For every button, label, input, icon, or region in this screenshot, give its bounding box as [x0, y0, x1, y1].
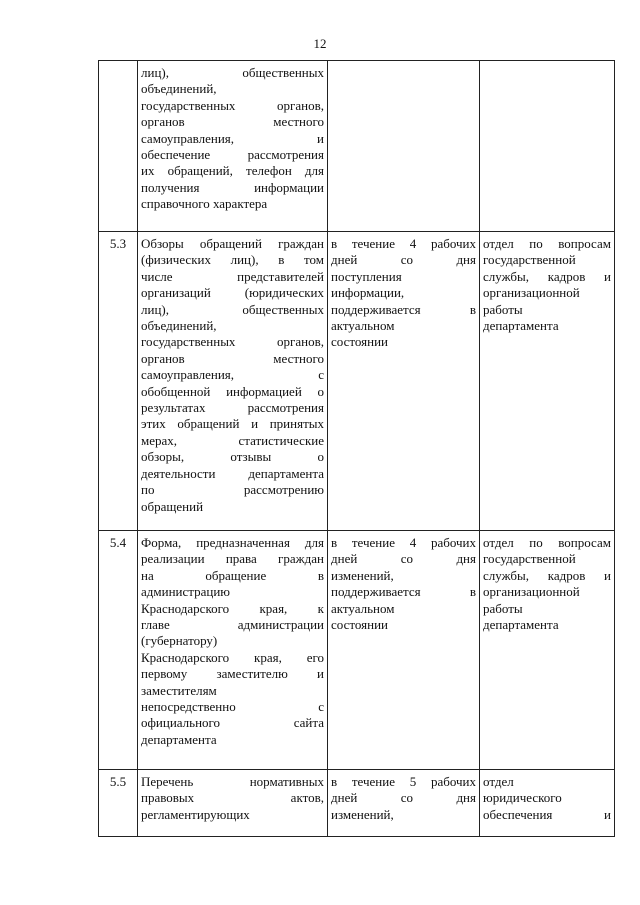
cell-text-line: получения информации	[141, 179, 324, 195]
cell-text-line: главе администрации	[141, 617, 324, 633]
cell-text-line: на обращение в	[141, 567, 324, 583]
cell-text-line: организаций (юридических	[141, 285, 324, 301]
cell-text-line: лиц), общественных	[141, 65, 324, 80]
cell-text-line: объединений,	[141, 318, 217, 334]
cell-text-line: работы	[483, 301, 523, 317]
responsible-cell	[480, 232, 615, 531]
cell-text-line: объединений,	[141, 81, 217, 97]
cell-text-line: государственной	[483, 551, 576, 567]
cell-text-line: отдел по вопросам	[483, 236, 611, 251]
cell-text-line: поддерживается в	[331, 301, 476, 317]
cell-text-line: организационной	[483, 285, 580, 301]
row-number: 5.5	[99, 770, 138, 837]
cell-text-line: Краснодарского края, к	[141, 600, 324, 616]
deadline-cell	[328, 61, 480, 232]
cell-text-line: Обзоры обращений граждан	[141, 236, 324, 251]
cell-text-line: органов местного	[141, 350, 324, 366]
cell-text-line: в течение 4 рабочих	[331, 535, 476, 550]
cell-text-line: первому заместителю и	[141, 666, 324, 682]
cell-text-line: правовых актов,	[141, 790, 324, 806]
cell-text-line: (губернатору)	[141, 633, 218, 649]
cell-text-line: Краснодарского края, его	[141, 649, 324, 665]
cell-text-line: обзоры, отзывы о	[141, 449, 324, 465]
row-number: 5.3	[99, 232, 138, 531]
item-title-cell	[138, 232, 328, 531]
cell-text-line: обращений	[141, 498, 204, 514]
responsible-cell	[480, 531, 615, 770]
cell-text-line: поступления	[331, 268, 402, 284]
cell-text-line: департамента	[483, 318, 559, 334]
item-title-cell	[138, 531, 328, 770]
cell-text-line: непосредственно с	[141, 699, 324, 715]
item-title-cell	[138, 770, 328, 837]
cell-text-line: обобщенной информацией о	[141, 383, 324, 399]
responsible-cell	[480, 61, 615, 232]
cell-text-line: государственных органов,	[141, 334, 324, 350]
item-title-cell	[138, 61, 328, 232]
cell-text-line: актуальном	[331, 600, 395, 616]
deadline-cell	[328, 531, 480, 770]
document-table	[98, 60, 615, 837]
cell-text-line: организационной	[483, 584, 580, 600]
cell-text-line: справочного характера	[141, 196, 268, 212]
cell-text-line: информации,	[331, 285, 405, 301]
cell-text-line: в течение 5 рабочих	[331, 774, 476, 789]
cell-text-line: работы	[483, 600, 523, 616]
cell-text-line: числе представителей	[141, 268, 324, 284]
cell-text-line: самоуправления, и	[141, 130, 324, 146]
responsible-cell	[480, 770, 615, 837]
table-row	[99, 531, 615, 770]
cell-text-line: отдел	[483, 774, 514, 789]
cell-text-line: дней со дня	[331, 252, 476, 268]
cell-text-line: администрацию	[141, 584, 230, 600]
cell-text-line: по рассмотрению	[141, 482, 324, 498]
cell-text-line: актуальном	[331, 318, 395, 334]
cell-text-line: департамента	[141, 731, 217, 747]
table-row	[99, 61, 615, 232]
cell-text-line: органов местного	[141, 114, 324, 130]
cell-text-line: состоянии	[331, 617, 388, 633]
cell-text-line: их обращений, телефон для	[141, 163, 324, 179]
cell-text-line: деятельности департамента	[141, 465, 324, 481]
cell-text-line: дней со дня	[331, 551, 476, 567]
cell-text-line: обеспечение рассмотрения	[141, 147, 324, 163]
cell-text-line: службы, кадров и	[483, 567, 611, 583]
cell-text-line: самоуправления, с	[141, 367, 324, 383]
table-row	[99, 770, 615, 837]
cell-text-line: поддерживается в	[331, 584, 476, 600]
cell-text-line: мерах, статистические	[141, 432, 324, 448]
cell-text-line: результатах рассмотрения	[141, 400, 324, 416]
cell-text-line: изменений,	[331, 567, 394, 583]
page-number: 12	[313, 36, 327, 51]
deadline-cell	[328, 232, 480, 531]
cell-text-line: департамента	[483, 617, 559, 633]
cell-text-line: регламентирующих	[141, 806, 250, 822]
cell-text-line: государственных органов,	[141, 97, 324, 113]
cell-text-line: лиц), общественных	[141, 301, 324, 317]
cell-text-line: Форма, предназначенная для	[141, 535, 324, 550]
cell-text-line: (физических лиц), в том	[141, 252, 324, 268]
cell-text-line: состоянии	[331, 334, 388, 350]
cell-text-line: изменений,	[331, 806, 394, 822]
cell-text-line: в течение 4 рабочих	[331, 236, 476, 251]
row-number	[99, 61, 138, 232]
cell-text-line: реализации права граждан	[141, 551, 324, 567]
table-row	[99, 232, 615, 531]
cell-text-line: отдел по вопросам	[483, 535, 611, 550]
cell-text-line: этих обращений и принятых	[141, 416, 324, 432]
cell-text-line: заместителям	[141, 682, 217, 698]
cell-text-line: дней со дня	[331, 790, 476, 806]
cell-text-line: официального сайта	[141, 715, 324, 731]
deadline-cell	[328, 770, 480, 837]
cell-text-line: обеспечения и	[483, 806, 611, 822]
cell-text-line: юридического	[483, 790, 562, 806]
cell-text-line: государственной	[483, 252, 576, 268]
row-number: 5.4	[99, 531, 138, 770]
cell-text-line: службы, кадров и	[483, 268, 611, 284]
cell-text-line: Перечень нормативных	[141, 774, 324, 789]
